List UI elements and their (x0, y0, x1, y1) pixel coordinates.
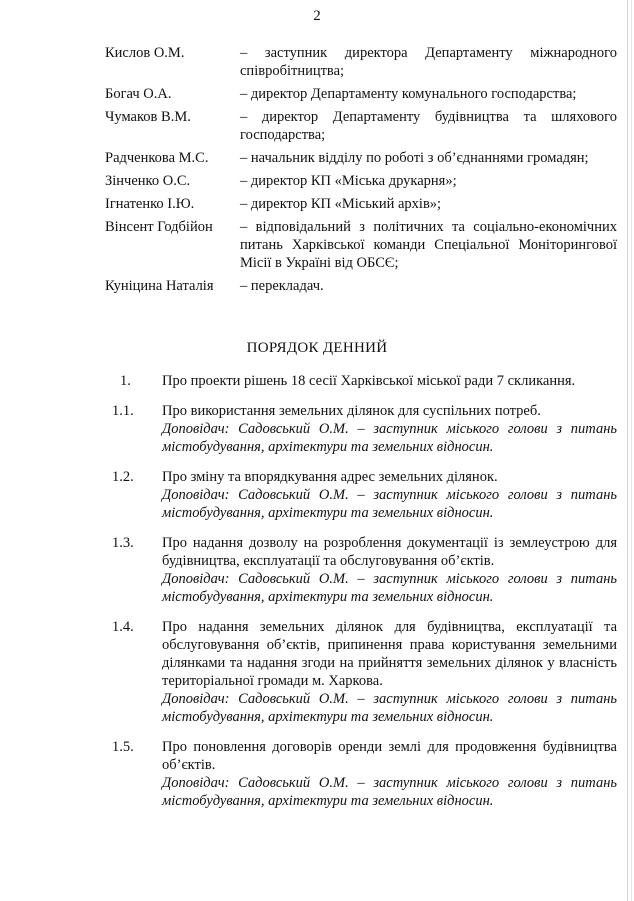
agenda-item-body (162, 402, 617, 456)
attendee-role: – заступник директора Департаменту міжнародного співробітництва; (240, 45, 617, 79)
agenda-item (112, 738, 617, 810)
agenda-item (112, 618, 617, 726)
agenda-item-text: Про проекти рішень 18 сесії Харківської міської ради 7 скликання. (162, 373, 576, 389)
agenda-list (112, 372, 617, 822)
attendee-name: Вінсент Годбійон (105, 219, 213, 235)
attendee-row (105, 277, 617, 295)
agenda-item-body (162, 468, 617, 522)
agenda-item-text: Про поновлення договорів оренди землі для продовження будівництва об’єктів. (162, 739, 617, 773)
agenda-item (112, 372, 617, 390)
page-number: 2 (313, 8, 321, 24)
agenda-item-text: Про надання дозволу на розроблення документації із землеустрою для будівництва, експлуатації та обслуговування об’єктів. (162, 535, 617, 569)
attendee-row (105, 85, 617, 103)
agenda-item-number: 1.1. (112, 403, 134, 419)
agenda-item-speaker: Доповідач: Садовський О.М. – заступник міського голови з питань містобудування, архітектури та земельних відносин. (162, 487, 617, 521)
attendee-role: – начальник відділу по роботі з об’єднаннями громадян; (240, 150, 589, 166)
agenda-item-number: 1.3. (112, 535, 134, 551)
attendee-name: Чумаков В.М. (105, 109, 191, 125)
agenda-item-body (162, 618, 617, 726)
attendee-name: Ігнатенко І.Ю. (105, 196, 195, 212)
agenda-item-speaker: Доповідач: Садовський О.М. – заступник міського голови з питань містобудування, архітектури та земельних відносин. (162, 775, 617, 809)
agenda-item-speaker: Доповідач: Садовський О.М. – заступник міського голови з питань містобудування, архітектури та земельних відносин. (162, 571, 617, 605)
attendee-row (105, 172, 617, 190)
agenda-item-number: 1. (120, 373, 131, 389)
attendee-row (105, 108, 617, 144)
agenda-item-body (162, 534, 617, 606)
attendee-row (105, 218, 617, 272)
attendee-role: – перекладач. (240, 278, 324, 294)
attendee-name: Кислов О.М. (105, 45, 185, 61)
attendee-role: – директор КП «Міський архів»; (240, 196, 442, 212)
agenda-item-body (162, 372, 617, 390)
agenda-item-speaker: Доповідач: Садовський О.М. – заступник міського голови з питань містобудування, архітектури та земельних відносин. (162, 691, 617, 725)
agenda-item-number: 1.5. (112, 739, 134, 755)
scan-edge-line (631, 0, 632, 901)
agenda-item (112, 534, 617, 606)
scan-edge-line (627, 0, 628, 901)
attendee-role: – директор Департаменту комунального господарства; (240, 86, 577, 102)
agenda-item-text: Про зміну та впорядкування адрес земельних ділянок. (162, 469, 498, 485)
attendee-name: Радченкова М.С. (105, 150, 209, 166)
attendee-list (105, 44, 617, 300)
agenda-item-speaker: Доповідач: Садовський О.М. – заступник міського голови з питань містобудування, архітектури та земельних відносин. (162, 421, 617, 455)
attendee-row (105, 44, 617, 80)
agenda-item (112, 402, 617, 456)
attendee-role: – відповідальний з політичних та соціально-економічних питань Харківської команди Спеціальної Моніторингової Місії в Україні від ОБСЄ; (240, 219, 617, 271)
attendee-name: Куніцина Наталія (105, 278, 214, 294)
attendee-name: Богач О.А. (105, 86, 172, 102)
attendee-name: Зінченко О.С. (105, 173, 191, 189)
agenda-item (112, 468, 617, 522)
attendee-role: – директор Департаменту будівництва та шляхового господарства; (240, 109, 617, 143)
agenda-title: ПОРЯДОК ДЕННИЙ (246, 340, 388, 356)
agenda-item-number: 1.4. (112, 619, 134, 635)
attendee-row (105, 149, 617, 167)
attendee-role: – директор КП «Міська друкарня»; (240, 173, 457, 189)
attendee-row (105, 195, 617, 213)
agenda-item-text: Про використання земельних ділянок для суспільних потреб. (162, 403, 541, 419)
agenda-item-body (162, 738, 617, 810)
agenda-item-number: 1.2. (112, 469, 134, 485)
agenda-item-text: Про надання земельних ділянок для будівництва, експлуатації та обслуговування об’єктів, припинення права користування земельними ділянками та надання згоди на прийняття земельних ділянок у власність територіальної громади м. Харкова. (162, 619, 617, 689)
